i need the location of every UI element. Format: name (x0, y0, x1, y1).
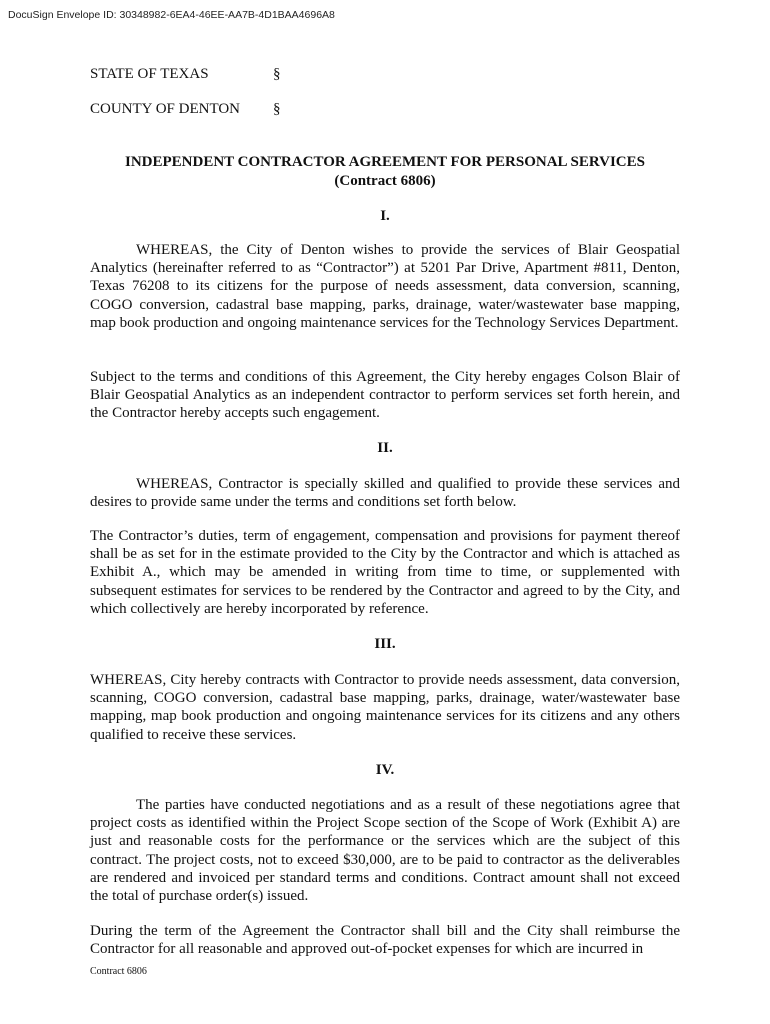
section-heading-3: III. (374, 636, 396, 652)
section-2-paragraph-2: The Contractor’s duties, term of engagement, compensation and provisions for payment thereof shall be as set for in the estimate provided to the City by the Contractor and which is attached as Exhibit A., which may be amended in writing from time to time, or supplemented with subsequent estimates for services to be rendered by the Contractor and agreed to by the City, and which collectively are hereby incorporated by reference. (90, 528, 680, 617)
section-4-paragraph-1: The parties have conducted negotiations and as a result of these negotiations agree that project costs as identified within the Project Scope section of the Scope of Work (Exhibit A) are just and reasonable costs for the performance or the services which are the subject of this contract. The project costs, not to exceed $30,000, are to be paid to contractor as the deliverables are rendered and invoiced per standard terms and conditions. Contract amount shall not exceed the total of purchase order(s) issued. (90, 797, 680, 905)
caption-county-label: COUNTY OF DENTON (90, 101, 240, 117)
caption-state-label: STATE OF TEXAS (90, 66, 209, 82)
section-3-paragraph-1: WHEREAS, City hereby contracts with Contractor to provide needs assessment, data conversion, scanning, COGO conversion, cadastral base mapping, parks, drainage, water/wastewater base mapping, map book production and ongoing maintenance services for its citizens and any others qualified to receive these services. (90, 672, 680, 743)
section-2-paragraph-1: WHEREAS, Contractor is specially skilled and qualified to provide these services and desires to provide same under the terms and conditions set forth below. (90, 476, 680, 511)
section-heading-4: IV. (375, 762, 395, 778)
section-1-paragraph-2: Subject to the terms and conditions of this Agreement, the City hereby engages Colson Blair of Blair Geospatial Analytics as an independent contractor to perform services set forth herein, and the Contractor hereby accepts such engagement. (90, 369, 680, 422)
contract-number: (Contract 6806) (334, 173, 436, 189)
agreement-title: INDEPENDENT CONTRACTOR AGREEMENT FOR PERSONAL SERVICES (125, 154, 645, 170)
section-heading-2: II. (377, 440, 393, 456)
caption-county (90, 101, 281, 118)
docusign-envelope-id: DocuSign Envelope ID: 30348982-6EA4-46EE-AA7B-4D1BAA4696A8 (8, 9, 335, 21)
caption-state (90, 66, 281, 83)
section-4-paragraph-2: During the term of the Agreement the Contractor shall bill and the City shall reimburse the Contractor for all reasonable and approved out-of-pocket expenses for which are incurred in (90, 923, 680, 958)
section-mark: § (273, 66, 281, 82)
section-1-paragraph-1: WHEREAS, the City of Denton wishes to provide the services of Blair Geospatial Analytics (hereinafter referred to as “Contractor”) at 5201 Par Drive, Apartment #811, Denton, Texas 76208 to its citizens for the purpose of needs assessment, data conversion, scanning, COGO conversion, cadastral base mapping, parks, drainage, water/wastewater base mapping, map book production and ongoing maintenance services for the Technology Services Department. (90, 242, 680, 331)
section-mark: § (273, 101, 281, 117)
page-footer: Contract 6806 (90, 966, 147, 977)
section-heading-1: I. (380, 208, 390, 224)
agreement-title-block (90, 153, 680, 191)
